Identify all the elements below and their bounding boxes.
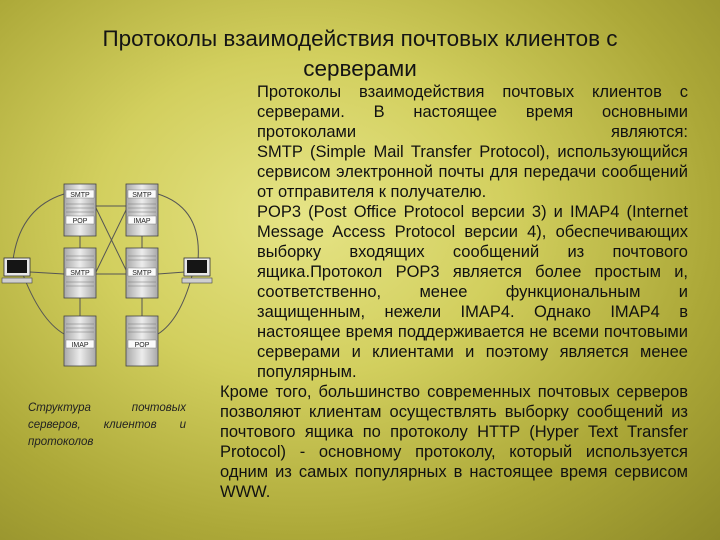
server-label: SMTP [70, 192, 90, 199]
link-line [158, 194, 198, 260]
diagram-caption: Структура почтовых серверов, клиентов и протоколов [28, 402, 186, 448]
computer-left-icon [2, 258, 32, 283]
computer-right-icon [182, 258, 212, 283]
server-label: SMTP [132, 270, 152, 277]
slide-title: Протоколы взаимодействия почтовых клиентов с серверами [102, 26, 618, 81]
server-top-left [64, 184, 96, 236]
closing-paragraph: Кроме того, большинство современных почтовых серверов позволяют клиентам осуществлять выборку сообщений из почтового ящика по протоколу HTTP (Hyper Text Transfer Protocol) - основному протоколу, который используется одним из самых популярных в настоящее время сервисом WWW. [220, 383, 688, 501]
server-bottom-right [126, 316, 158, 366]
list-item: POP3 (Post Office Protocol версии 3) и IMAP4 (Internet Message Access Protocol версии 4), обеспечивающих выборку входящих сообщений из почтового ящика.Протокол POP3 является более простым и, соответственно, менее функциональным и защищенным, нежели IMAP4. Однако IMAP4 в настоящее время поддерживается не всеми почтовыми серверами и клиентами и поэтому является менее популярным. [257, 203, 688, 381]
link-line [30, 272, 64, 274]
list-item: SMTP (Simple Mail Transfer Protocol), использующийся сервисом электронной почты для передачи сообщений от отправителя к получателю. [257, 143, 688, 201]
protocol-list [220, 142, 688, 382]
server-label: POP [72, 218, 88, 225]
server-label: IMAP [71, 342, 89, 349]
server-label: IMAP [133, 218, 151, 225]
intro-paragraph: Протоколы взаимодействия почтовых клиентов с серверами. В настоящее время основными протоколами являются: [257, 83, 688, 141]
server-label: SMTP [132, 192, 152, 199]
link-line [158, 276, 192, 334]
server-label: POP [134, 342, 150, 349]
link-line [158, 272, 185, 274]
server-label: SMTP [70, 270, 90, 277]
server-mid-left [64, 248, 96, 298]
mail-structure-diagram [0, 180, 220, 386]
link-line [13, 194, 64, 260]
server-top-right [126, 184, 158, 236]
server-mid-right [126, 248, 158, 298]
slide-body [220, 82, 688, 502]
server-bottom-left [64, 316, 96, 366]
